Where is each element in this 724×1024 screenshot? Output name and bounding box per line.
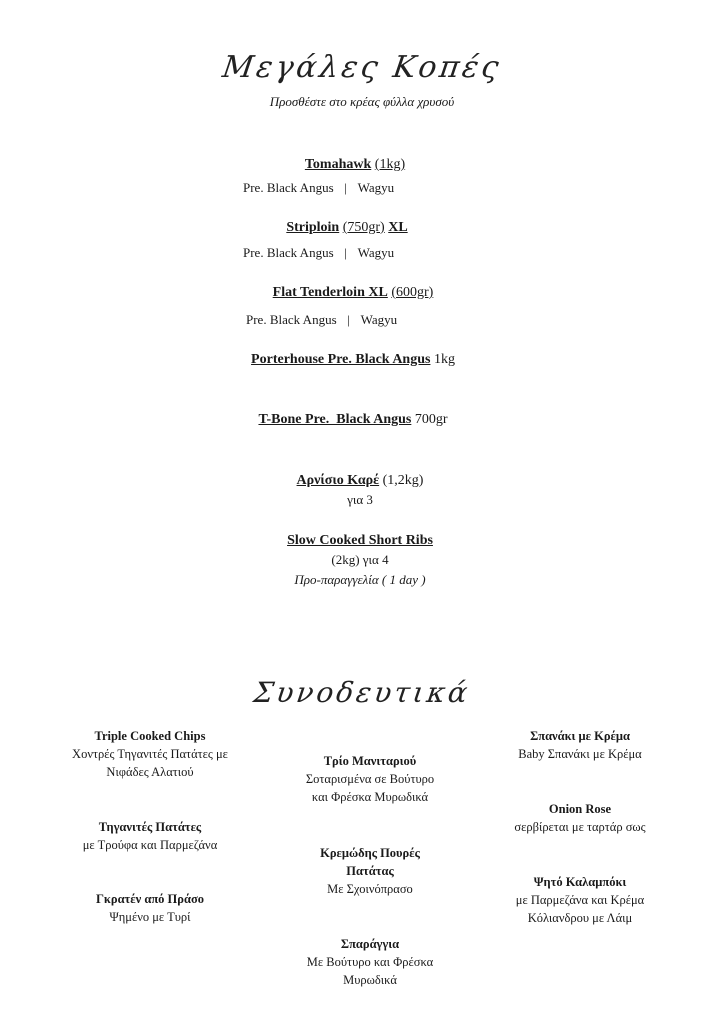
separator: | [344,180,347,195]
page-subtitle: Προσθέστε στο κρέας φύλλα χρυσού [269,94,455,109]
menu-item-tomahawk [200,157,510,173]
side-desc: Baby Σπανάκι με Κρέμα [518,747,642,761]
item-name: Flat Tenderloin XL [272,285,388,300]
side-name: Triple Cooked Chips [94,729,206,743]
options-striploin [243,243,394,263]
options-flat-tenderloin [246,310,397,330]
side-desc: Με Βούτυρο και Φρέσκα [306,955,434,969]
side-item [265,844,475,898]
item-note: Προ-παραγγελία ( 1 day ) [294,572,426,587]
item-name: Tomahawk [304,157,372,172]
separator: | [344,245,347,260]
page-title: Μεγάλες Κοπές [220,50,504,85]
item-name: Striploin [286,220,340,235]
side-name: Σπανάκι με Κρέμα [530,729,630,743]
menu-item-flat-tenderloin [200,285,506,301]
side-desc: με Παρμεζάνα και Κρέμα [515,893,645,907]
side-item [45,727,255,781]
side-name: Onion Rose [548,802,612,816]
option-angus: Pre. Black Angus [243,245,334,260]
side-desc: με Τρούφα και Παρμεζάνα [82,838,218,852]
side-desc: Νιφάδες Αλατιού [106,765,194,779]
side-name: Τηγανιτές Πατάτες [98,820,202,834]
side-desc: Με Σχοινόπρασο [327,882,413,896]
menu-item-tbone [180,412,526,428]
side-item [265,935,475,989]
side-name: Ψητό Καλαμπόκι [533,875,627,889]
item-name: T-Bone Pre. Black Angus [258,412,412,427]
side-desc: Ψημένο με Τυρί [109,910,191,924]
side-desc: και Φρέσκα Μυρωδικά [311,790,429,804]
item-weight: 1kg [433,352,455,367]
item-weight: (750gr) [342,220,385,235]
side-name: Τρίο Μανιταριού [323,754,417,768]
options-tomahawk [243,178,394,198]
menu-item-striploin [200,220,494,236]
item-weight: (2kg) για 4 [331,552,389,567]
side-item [475,800,685,836]
option-wagyu: Wagyu [357,245,395,260]
option-angus: Pre. Black Angus [246,312,337,327]
item-title [200,285,506,301]
sides-title: Συνοδευτικά [251,676,473,709]
item-name: Slow Cooked Short Ribs [287,533,433,548]
side-name: Γκρατέν από Πράσο [95,892,204,906]
option-wagyu: Wagyu [357,180,395,195]
side-desc: Σοταρισμένα σε Βούτυρο [305,772,435,786]
item-serves: για 3 [347,492,373,507]
side-name: Σπαράγγια [340,937,400,951]
side-item [45,818,255,854]
side-desc: σερβίρεται με ταρτάρ σως [514,820,646,834]
side-desc: Μυρωδικά [343,973,397,987]
side-item [475,873,685,927]
side-name: Κρεμώδης Πουρές [320,846,420,860]
item-name: Porterhouse Pre. Black Angus [251,352,431,367]
item-name: Αρνίσιο Καρέ [296,473,380,488]
menu-item-short-ribs [200,533,520,590]
item-title [200,157,510,173]
side-desc: Χοντρές Τηγανιτές Πατάτες με [72,747,228,761]
item-weight: (600gr) [391,285,434,300]
menu-item-porterhouse [180,352,526,368]
option-wagyu: Wagyu [360,312,398,327]
item-weight: (1kg) [374,157,406,172]
side-item [475,727,685,763]
option-angus: Pre. Black Angus [243,180,334,195]
item-weight: (1,2kg) [382,473,424,488]
item-title [200,220,494,236]
item-weight: 700gr [414,412,448,427]
side-name: Πατάτας [346,864,394,878]
side-item [45,890,255,926]
side-item [265,752,475,806]
item-suffix: XL [388,220,408,235]
menu-item-lamb [200,473,520,510]
side-desc: Κόλιανδρου με Λάιμ [527,911,633,925]
separator: | [347,312,350,327]
